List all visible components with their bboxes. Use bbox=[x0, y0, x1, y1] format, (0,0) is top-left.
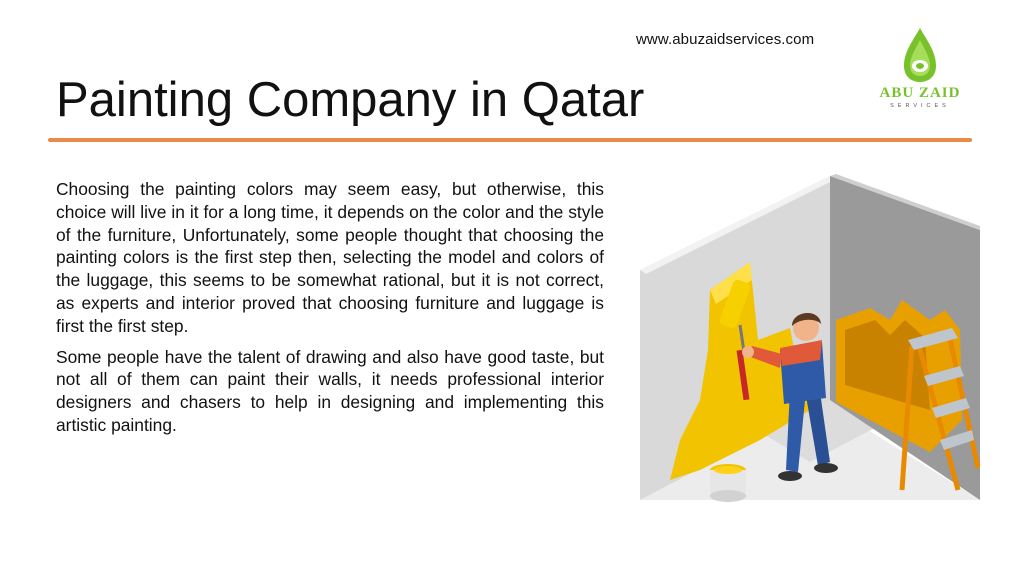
paragraph-1: Choosing the painting colors may seem easy, but otherwise, this choice will live in it for a long time, it depends on the color and the style of the furniture, Unfortunately, some people thought that choosing the painting colors is the first step then, selecting the model and colors of the luggage, this seems to be somewhat rational, but it is not correct, as experts and interior proved that choosing furniture and luggage is first the first step. bbox=[56, 179, 604, 336]
abu-zaid-logo bbox=[868, 26, 972, 112]
painter-icon bbox=[640, 170, 980, 502]
paragraph-2: Some people have the talent of drawing and also have good taste, but not all of them can paint their walls, it needs professional interior designers and chasers to help in designing and implementing this artistic painting. bbox=[56, 346, 604, 435]
water-drop-icon bbox=[868, 26, 972, 112]
title-divider bbox=[48, 138, 972, 142]
painter-illustration bbox=[640, 170, 980, 502]
page-title: Painting Company in Qatar bbox=[56, 73, 645, 127]
svg-text:SERVICES: SERVICES bbox=[890, 103, 950, 109]
content-body bbox=[56, 178, 604, 445]
website-url: www.abuzaidservices.com bbox=[636, 31, 815, 48]
svg-text:ABU ZAID: ABU ZAID bbox=[879, 85, 961, 101]
